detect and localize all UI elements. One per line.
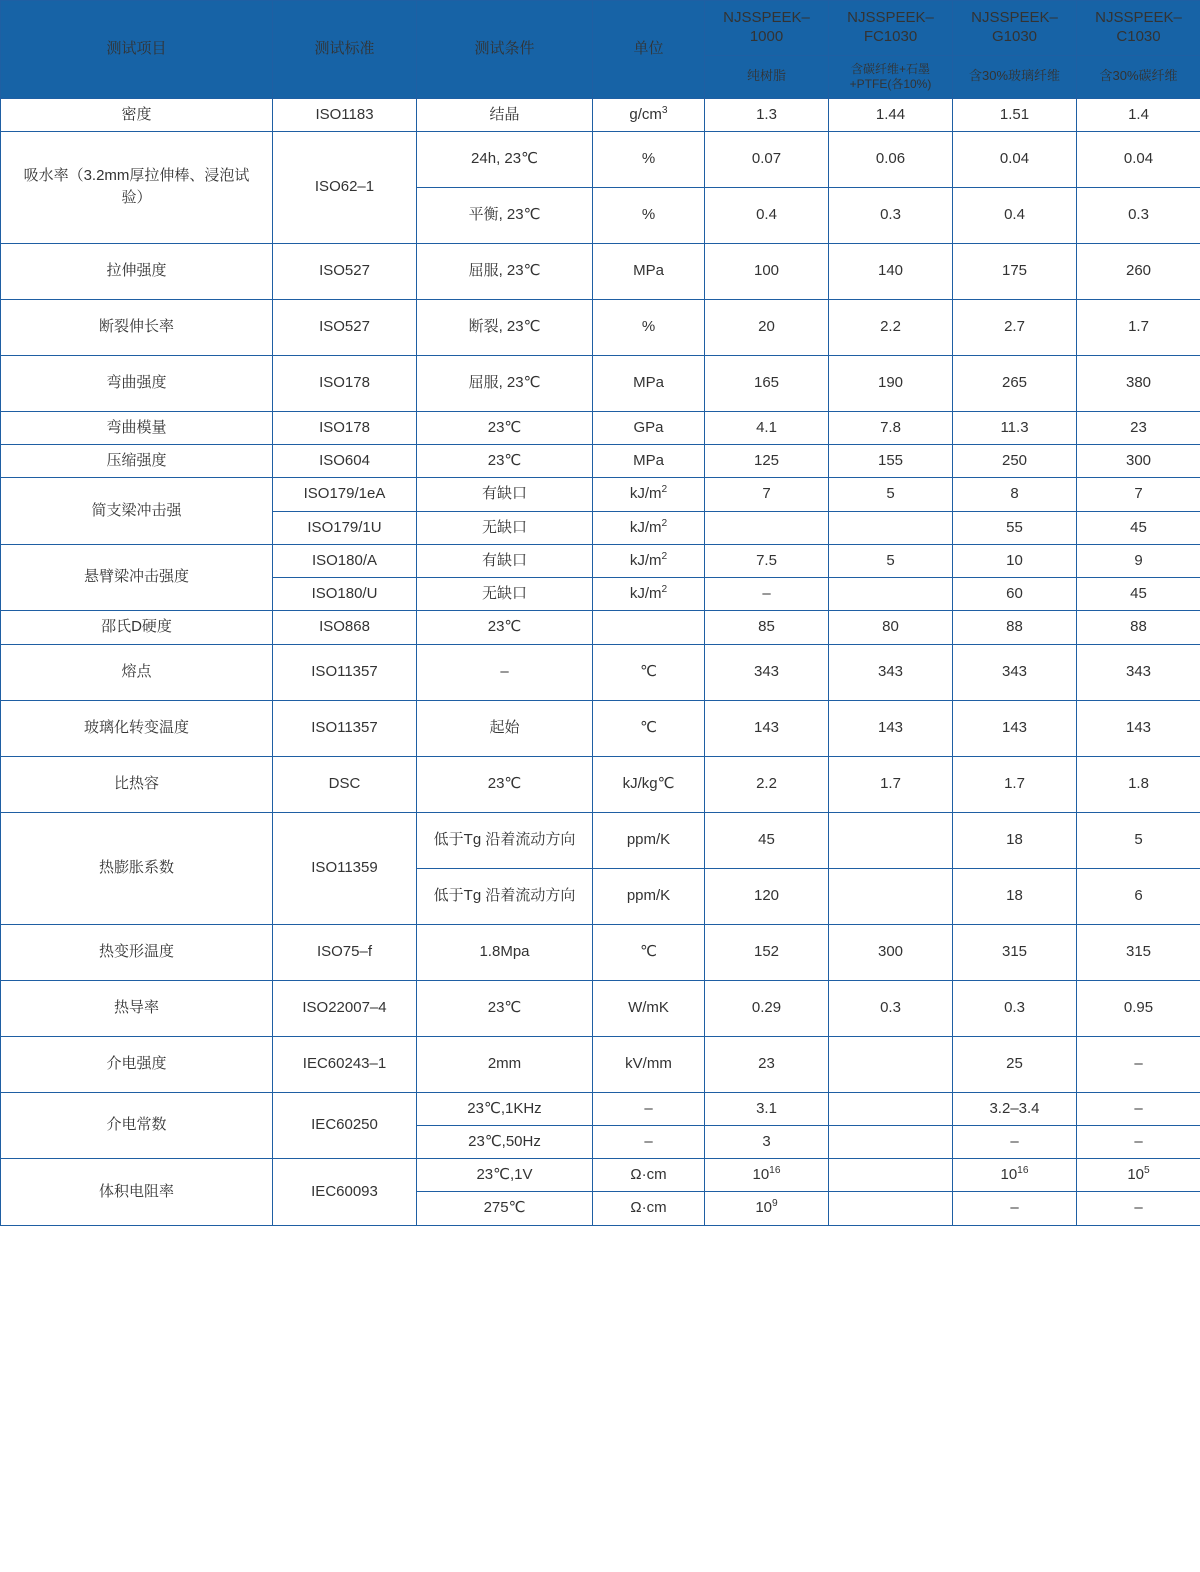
row-item: 弯曲强度	[1, 355, 273, 411]
row-item: 断裂伸长率	[1, 299, 273, 355]
row-value: 0.3	[829, 187, 953, 243]
row-value: 300	[829, 924, 953, 980]
row-value: 380	[1077, 355, 1200, 411]
row-value: 10	[953, 544, 1077, 577]
row-value: 1.8	[1077, 756, 1200, 812]
row-value: 1.44	[829, 98, 953, 131]
table-row	[1, 1036, 1200, 1092]
row-condition: 23℃	[417, 611, 593, 644]
row-item: 拉伸强度	[1, 243, 273, 299]
table-row	[1, 756, 1200, 812]
row-unit: $kJ/m^2$	[593, 578, 705, 611]
row-condition: 23℃	[417, 445, 593, 478]
row-value: 5	[829, 544, 953, 577]
row-unit: MPa	[593, 445, 705, 478]
header-product-2-desc: 含碳纤维+石墨+PTFE(各10%)	[829, 55, 953, 98]
row-item: 邵氏D硬度	[1, 611, 273, 644]
row-value: 343	[829, 644, 953, 700]
row-item: 热导率	[1, 980, 273, 1036]
row-value: 7	[1077, 478, 1200, 511]
table-row	[1, 1159, 1200, 1192]
row-value: $10^5$	[1077, 1159, 1200, 1192]
row-item: 介电常数	[1, 1092, 273, 1159]
row-unit: $kJ/m^2$	[593, 544, 705, 577]
row-value: 5	[1077, 812, 1200, 868]
row-unit: –	[593, 1125, 705, 1158]
row-value: –	[1077, 1036, 1200, 1092]
row-value: 2.7	[953, 299, 1077, 355]
table-row	[1, 700, 1200, 756]
row-value: 0.06	[829, 131, 953, 187]
row-value: 0.07	[705, 131, 829, 187]
row-value: 88	[1077, 611, 1200, 644]
row-value	[829, 812, 953, 868]
row-condition: 起始	[417, 700, 593, 756]
row-item: 压缩强度	[1, 445, 273, 478]
row-unit: Ω·cm	[593, 1192, 705, 1225]
row-value	[829, 1036, 953, 1092]
row-unit	[593, 611, 705, 644]
row-item: 热膨胀系数	[1, 812, 273, 924]
row-value: 0.04	[1077, 131, 1200, 187]
table-row	[1, 243, 1200, 299]
row-value: 0.29	[705, 980, 829, 1036]
header-item: 测试项目	[1, 1, 273, 99]
row-item: 悬臂梁冲击强度	[1, 544, 273, 611]
row-value	[705, 511, 829, 544]
row-standard: ISO178	[273, 355, 417, 411]
table-row	[1, 1092, 1200, 1125]
header-product-3-desc: 含30%玻璃纤维	[953, 55, 1077, 98]
row-condition: –	[417, 644, 593, 700]
row-value: 9	[1077, 544, 1200, 577]
row-standard: ISO11359	[273, 812, 417, 924]
table-row	[1, 445, 1200, 478]
row-condition: 低于Tg 沿着流动方向	[417, 812, 593, 868]
row-value: –	[705, 578, 829, 611]
table-row	[1, 812, 1200, 868]
row-standard: IEC60250	[273, 1092, 417, 1159]
row-value: 20	[705, 299, 829, 355]
row-value: 2.2	[829, 299, 953, 355]
row-condition: 23℃	[417, 411, 593, 444]
row-unit: %	[593, 187, 705, 243]
row-value: 3.2–3.4	[953, 1092, 1077, 1125]
row-unit: %	[593, 131, 705, 187]
row-value: 0.4	[705, 187, 829, 243]
table-row	[1, 98, 1200, 131]
row-value: 55	[953, 511, 1077, 544]
row-value: 0.95	[1077, 980, 1200, 1036]
row-standard: ISO180/A	[273, 544, 417, 577]
row-value: 343	[705, 644, 829, 700]
row-value: 6	[1077, 868, 1200, 924]
table-row	[1, 355, 1200, 411]
row-unit: MPa	[593, 243, 705, 299]
row-condition: 23℃,1V	[417, 1159, 593, 1192]
header-product-4: NJSSPEEK–C1030	[1077, 1, 1200, 56]
row-condition: 无缺口	[417, 511, 593, 544]
row-item: 玻璃化转变温度	[1, 700, 273, 756]
row-item: 吸水率（3.2mm厚拉伸棒、浸泡试验）	[1, 131, 273, 243]
row-value: 315	[1077, 924, 1200, 980]
row-standard: ISO75–f	[273, 924, 417, 980]
row-unit: Ω·cm	[593, 1159, 705, 1192]
row-value	[829, 1092, 953, 1125]
row-value: 0.3	[829, 980, 953, 1036]
table-row	[1, 299, 1200, 355]
header-standard: 测试标准	[273, 1, 417, 99]
row-condition: 23℃	[417, 756, 593, 812]
row-value: –	[953, 1192, 1077, 1225]
row-item: 热变形温度	[1, 924, 273, 980]
row-standard: ISO62–1	[273, 131, 417, 243]
row-value: 2.2	[705, 756, 829, 812]
row-value: 88	[953, 611, 1077, 644]
row-standard: ISO11357	[273, 700, 417, 756]
row-standard: ISO179/1eA	[273, 478, 417, 511]
row-value: 45	[705, 812, 829, 868]
table-header	[1, 1, 1200, 99]
row-unit: MPa	[593, 355, 705, 411]
row-value: 0.3	[1077, 187, 1200, 243]
row-unit: $g/cm^3$	[593, 98, 705, 131]
row-unit: $kJ/m^2$	[593, 478, 705, 511]
row-unit: W/mK	[593, 980, 705, 1036]
row-value	[829, 1192, 953, 1225]
row-unit: kV/mm	[593, 1036, 705, 1092]
row-condition: 断裂, 23℃	[417, 299, 593, 355]
row-value: 1.3	[705, 98, 829, 131]
row-value	[829, 1125, 953, 1158]
row-value: 250	[953, 445, 1077, 478]
row-unit: ppm/K	[593, 812, 705, 868]
row-value: 0.3	[953, 980, 1077, 1036]
table-row	[1, 980, 1200, 1036]
row-item: 简支梁冲击强	[1, 478, 273, 545]
table-row	[1, 478, 1200, 511]
row-unit: $kJ/m^2$	[593, 511, 705, 544]
row-value: –	[953, 1125, 1077, 1158]
row-value: 45	[1077, 511, 1200, 544]
row-value: 125	[705, 445, 829, 478]
row-unit: –	[593, 1092, 705, 1125]
row-condition: 无缺口	[417, 578, 593, 611]
header-unit: 单位	[593, 1, 705, 99]
row-value: 343	[953, 644, 1077, 700]
row-value: 1.7	[829, 756, 953, 812]
header-product-3: NJSSPEEK–G1030	[953, 1, 1077, 56]
row-standard: ISO868	[273, 611, 417, 644]
row-value: 80	[829, 611, 953, 644]
row-item: 体积电阻率	[1, 1159, 273, 1226]
row-condition: 有缺口	[417, 478, 593, 511]
table-row	[1, 924, 1200, 980]
row-standard: ISO179/1U	[273, 511, 417, 544]
row-standard: ISO22007–4	[273, 980, 417, 1036]
row-condition: 23℃	[417, 980, 593, 1036]
row-value: 1.51	[953, 98, 1077, 131]
row-value: 343	[1077, 644, 1200, 700]
row-value: 3.1	[705, 1092, 829, 1125]
row-value: 60	[953, 578, 1077, 611]
row-standard: ISO527	[273, 243, 417, 299]
row-unit: kJ/kg℃	[593, 756, 705, 812]
row-value: 260	[1077, 243, 1200, 299]
row-value	[829, 511, 953, 544]
row-value: 152	[705, 924, 829, 980]
table-row	[1, 411, 1200, 444]
row-condition: 低于Tg 沿着流动方向	[417, 868, 593, 924]
row-value: 175	[953, 243, 1077, 299]
row-condition: 275℃	[417, 1192, 593, 1225]
header-condition: 测试条件	[417, 1, 593, 99]
row-item: 介电强度	[1, 1036, 273, 1092]
row-value: 315	[953, 924, 1077, 980]
table-row	[1, 611, 1200, 644]
row-value: –	[1077, 1192, 1200, 1225]
row-value: 11.3	[953, 411, 1077, 444]
row-value: 18	[953, 812, 1077, 868]
row-value: 165	[705, 355, 829, 411]
row-standard: DSC	[273, 756, 417, 812]
header-product-4-desc: 含30%碳纤维	[1077, 55, 1200, 98]
row-value: 143	[953, 700, 1077, 756]
row-value: $10^{16}$	[705, 1159, 829, 1192]
row-condition: 1.8Mpa	[417, 924, 593, 980]
row-value: 5	[829, 478, 953, 511]
row-item: 弯曲模量	[1, 411, 273, 444]
row-value	[829, 578, 953, 611]
row-item: 熔点	[1, 644, 273, 700]
table-row	[1, 644, 1200, 700]
row-value: 7.8	[829, 411, 953, 444]
row-standard: ISO527	[273, 299, 417, 355]
row-condition: 2mm	[417, 1036, 593, 1092]
row-unit: GPa	[593, 411, 705, 444]
row-unit: ppm/K	[593, 868, 705, 924]
row-value: 1.7	[1077, 299, 1200, 355]
row-value: 8	[953, 478, 1077, 511]
row-value: 100	[705, 243, 829, 299]
row-value: 7.5	[705, 544, 829, 577]
row-unit: %	[593, 299, 705, 355]
row-value: 85	[705, 611, 829, 644]
row-condition: 24h, 23℃	[417, 131, 593, 187]
row-value: 18	[953, 868, 1077, 924]
row-condition: 有缺口	[417, 544, 593, 577]
row-standard: ISO180/U	[273, 578, 417, 611]
row-condition: 结晶	[417, 98, 593, 131]
header-product-1: NJSSPEEK–1000	[705, 1, 829, 56]
row-unit: ℃	[593, 700, 705, 756]
row-value: 23	[705, 1036, 829, 1092]
row-condition: 平衡, 23℃	[417, 187, 593, 243]
row-standard: ISO1183	[273, 98, 417, 131]
row-value: 143	[705, 700, 829, 756]
row-value: 7	[705, 478, 829, 511]
row-value: 300	[1077, 445, 1200, 478]
row-value: 155	[829, 445, 953, 478]
row-value: 4.1	[705, 411, 829, 444]
table-body	[1, 98, 1200, 1225]
row-condition: 23℃,50Hz	[417, 1125, 593, 1158]
row-unit: ℃	[593, 924, 705, 980]
row-item: 比热容	[1, 756, 273, 812]
row-value: 143	[1077, 700, 1200, 756]
row-condition: 23℃,1KHz	[417, 1092, 593, 1125]
header-product-1-desc: 纯树脂	[705, 55, 829, 98]
row-value: 0.4	[953, 187, 1077, 243]
row-standard: ISO11357	[273, 644, 417, 700]
table-row	[1, 131, 1200, 187]
row-unit: ℃	[593, 644, 705, 700]
row-value: 25	[953, 1036, 1077, 1092]
row-value: 3	[705, 1125, 829, 1158]
row-value: $10^{16}$	[953, 1159, 1077, 1192]
row-value: –	[1077, 1092, 1200, 1125]
row-value: 143	[829, 700, 953, 756]
row-value: 265	[953, 355, 1077, 411]
row-value: 1.7	[953, 756, 1077, 812]
row-item: 密度	[1, 98, 273, 131]
row-standard: IEC60243–1	[273, 1036, 417, 1092]
row-value: 0.04	[953, 131, 1077, 187]
row-value: 190	[829, 355, 953, 411]
table-row	[1, 544, 1200, 577]
row-value: 45	[1077, 578, 1200, 611]
row-value: 23	[1077, 411, 1200, 444]
row-condition: 屈服, 23℃	[417, 355, 593, 411]
row-standard: IEC60093	[273, 1159, 417, 1226]
row-standard: ISO178	[273, 411, 417, 444]
row-value: $10^9$	[705, 1192, 829, 1225]
row-value: 120	[705, 868, 829, 924]
row-value: –	[1077, 1125, 1200, 1158]
row-value: 140	[829, 243, 953, 299]
row-standard: ISO604	[273, 445, 417, 478]
row-value	[829, 868, 953, 924]
header-product-2: NJSSPEEK–FC1030	[829, 1, 953, 56]
row-value	[829, 1159, 953, 1192]
row-value: 1.4	[1077, 98, 1200, 131]
row-condition: 屈服, 23℃	[417, 243, 593, 299]
